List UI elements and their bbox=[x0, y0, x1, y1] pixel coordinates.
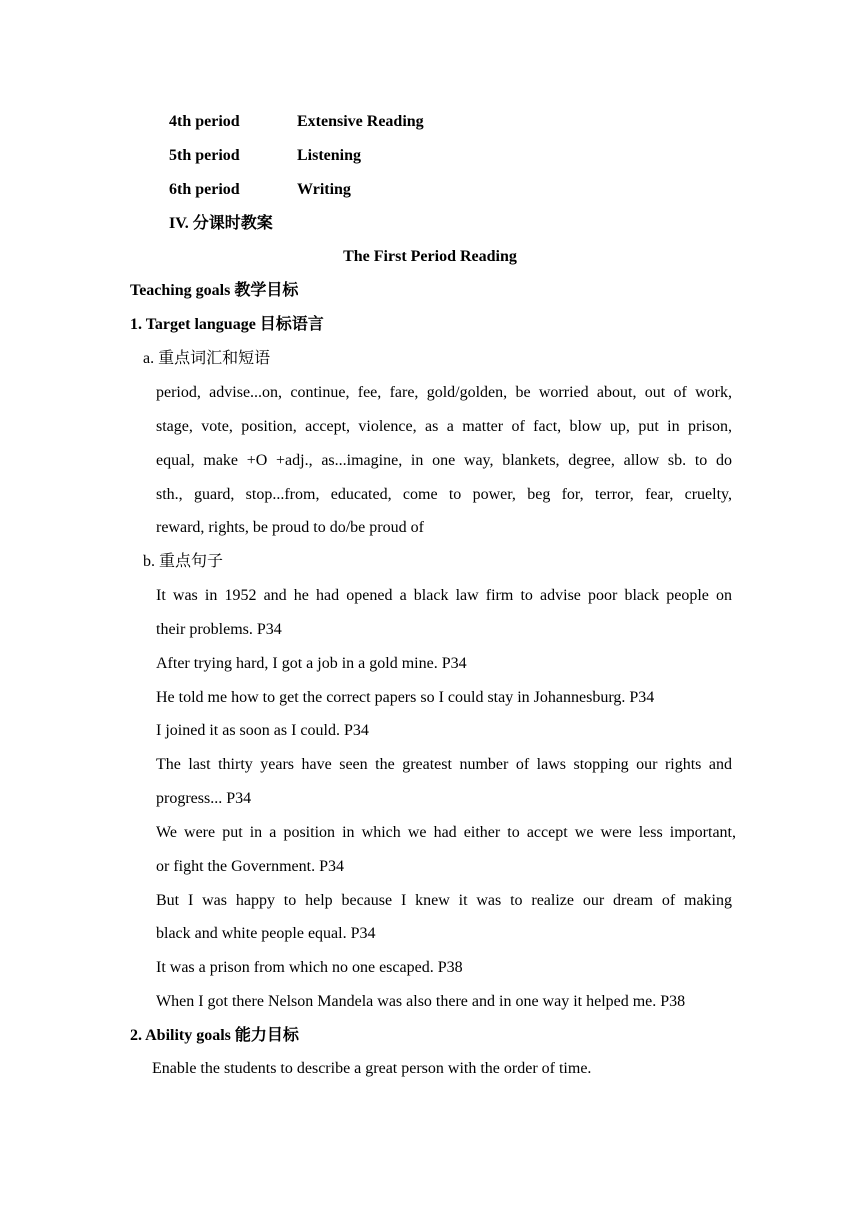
sentences-subheading: b. 重点句子 bbox=[143, 553, 224, 570]
ability-goals-heading: 2. Ability goals 能力目标 bbox=[130, 1027, 299, 1044]
period-title: The First Period Reading bbox=[343, 248, 517, 265]
sentence-line: their problems. P34 bbox=[156, 621, 282, 638]
sentence-line: It was in 1952 and he had opened a black law firm to advise poor black people on bbox=[156, 587, 732, 604]
sentence-line: It was a prison from which no one escaped. P38 bbox=[156, 959, 463, 976]
period-activity: Extensive Reading bbox=[297, 113, 424, 130]
sentence-line: He told me how to get the correct papers so I could stay in Johannesburg. P34 bbox=[156, 689, 655, 706]
teaching-goals-heading: Teaching goals 教学目标 bbox=[130, 282, 299, 299]
sentence-line: After trying hard, I got a job in a gold mine. P34 bbox=[156, 655, 467, 672]
ability-goals-text: Enable the students to describe a great person with the order of time. bbox=[152, 1060, 592, 1077]
sentence-line: black and white people equal. P34 bbox=[156, 925, 376, 942]
period-label: 6th period bbox=[169, 181, 240, 198]
target-language-heading: 1. Target language 目标语言 bbox=[130, 316, 324, 333]
period-label: 5th period bbox=[169, 147, 240, 164]
vocab-line: stage, vote, position, accept, violence, as a matter of fact, blow up, put in prison, bbox=[156, 418, 732, 435]
period-label: 4th period bbox=[169, 113, 240, 130]
sentence-line: We were put in a position in which we had either to accept we were less important, bbox=[156, 824, 736, 841]
sentence-line: But I was happy to help because I knew it was to realize our dream of making bbox=[156, 892, 732, 909]
sentence-line: progress... P34 bbox=[156, 790, 252, 807]
sentence-line: The last thirty years have seen the greatest number of laws stopping our rights and bbox=[156, 756, 732, 773]
period-activity: Writing bbox=[297, 181, 351, 198]
vocab-line: equal, make +O +adj., as...imagine, in one way, blankets, degree, allow sb. to do bbox=[156, 452, 732, 469]
schedule-row bbox=[169, 179, 351, 201]
sentence-line: When I got there Nelson Mandela was also there and in one way it helped me. P38 bbox=[156, 993, 686, 1010]
sentence-line: I joined it as soon as I could. P34 bbox=[156, 722, 369, 739]
schedule-row bbox=[169, 145, 362, 167]
vocab-line: sth., guard, stop...from, educated, come to power, beg for, terror, fear, cruelty, bbox=[156, 486, 732, 503]
vocab-line: period, advise...on, continue, fee, fare, gold/golden, be worried about, out of work, bbox=[156, 384, 732, 401]
section-heading: IV. 分课时教案 bbox=[169, 215, 273, 232]
sentence-line: or fight the Government. P34 bbox=[156, 858, 344, 875]
vocab-subheading: a. 重点词汇和短语 bbox=[143, 350, 271, 367]
vocab-line: reward, rights, be proud to do/be proud of bbox=[156, 519, 424, 536]
period-activity: Listening bbox=[297, 147, 362, 164]
schedule-row bbox=[169, 111, 424, 133]
